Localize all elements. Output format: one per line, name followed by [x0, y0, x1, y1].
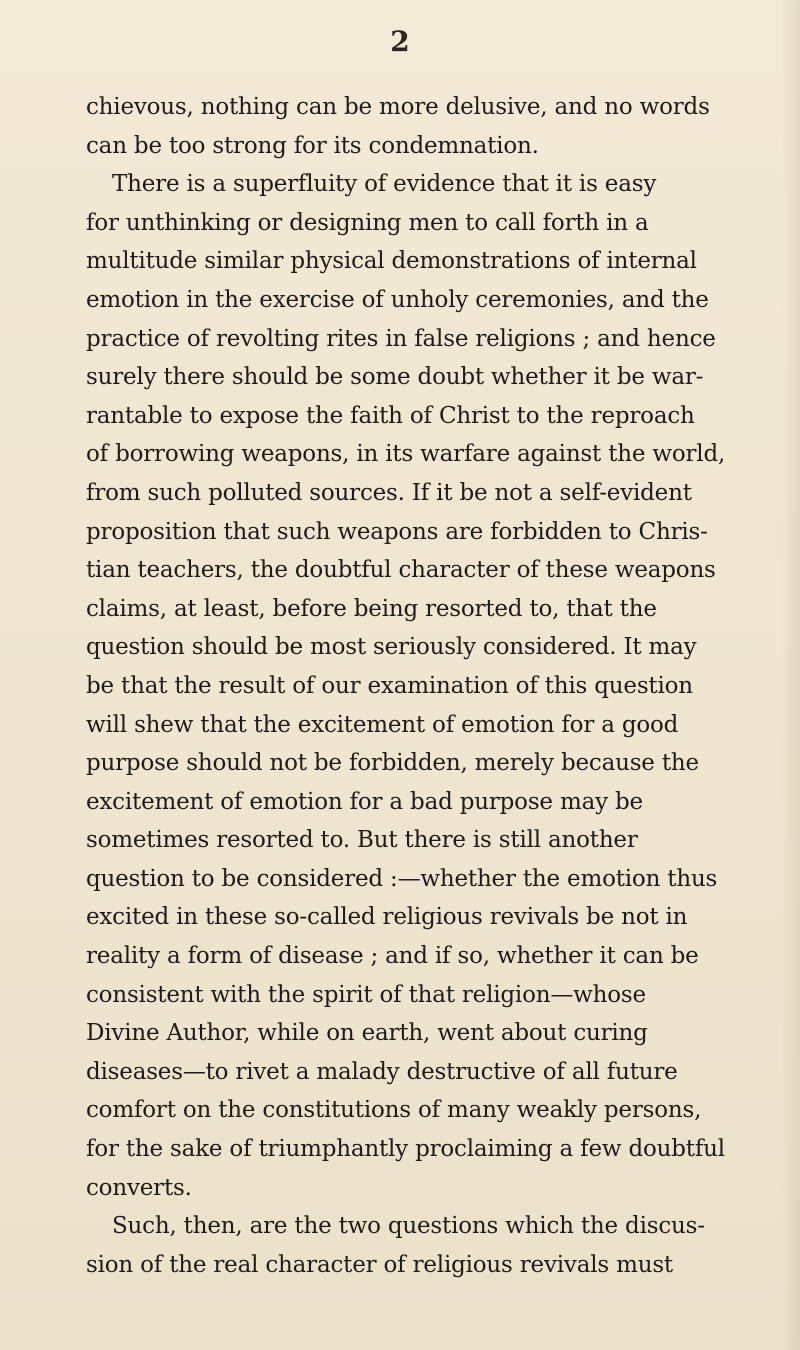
text-line: emotion in the exercise of unholy ceremonies, and the: [86, 286, 709, 313]
text-line: can be too strong for its condemnation.: [86, 132, 539, 159]
text-line: comfort on the constitutions of many weakly persons,: [86, 1097, 702, 1124]
text-line: question should be most seriously considered. It may: [86, 634, 697, 661]
text-line: be that the result of our examination of this question: [86, 672, 693, 699]
page-number: 2: [390, 25, 410, 58]
text-line: of borrowing weapons, in its warfare against the world,: [86, 441, 726, 468]
text-line: claims, at least, before being resorted to, that the: [86, 595, 657, 622]
text-line: sometimes resorted to. But there is still another: [86, 827, 638, 854]
text-line: rantable to expose the faith of Christ to the reproach: [86, 402, 695, 429]
text-line: proposition that such weapons are forbidden to Chris-: [86, 518, 708, 545]
text-line: multitude similar physical demonstrations of internal: [86, 248, 697, 275]
text-line: Divine Author, while on earth, went about curing: [86, 1020, 648, 1047]
text-line: Such, then, are the two questions which the discus-: [112, 1213, 705, 1240]
text-line: purpose should not be forbidden, merely because the: [86, 750, 699, 777]
text-line: diseases—to rivet a malady destructive of all future: [86, 1058, 678, 1085]
text-line: There is a superfluity of evidence that it is easy: [112, 171, 657, 198]
text-line: question to be considered :—whether the emotion thus: [86, 865, 718, 892]
text-line: practice of revolting rites in false religions ; and hence: [86, 325, 716, 352]
body-text: [86, 88, 786, 1284]
text-line: excited in these so-called religious revivals be not in: [86, 904, 688, 931]
text-line: converts.: [86, 1174, 192, 1201]
text-line: surely there should be some doubt whether it be war-: [86, 364, 704, 391]
text-line: sion of the real character of religious revivals must: [86, 1251, 673, 1278]
text-line: excitement of emotion for a bad purpose may be: [86, 788, 643, 815]
text-line: consistent with the spirit of that religion—whose: [86, 981, 646, 1008]
text-line: will shew that the excitement of emotion for a good: [86, 711, 679, 738]
text-line: chievous, nothing can be more delusive, and no words: [86, 94, 710, 120]
text-line: for unthinking or designing men to call forth in a: [86, 209, 649, 236]
text-line: reality a form of disease ; and if so, whether it can be: [86, 943, 699, 970]
text-line: tian teachers, the doubtful character of these weapons: [86, 557, 716, 584]
text-line: from such polluted sources. If it be not a self-evident: [86, 479, 692, 506]
text-line: for the sake of triumphantly proclaiming a few doubtful: [86, 1136, 725, 1163]
